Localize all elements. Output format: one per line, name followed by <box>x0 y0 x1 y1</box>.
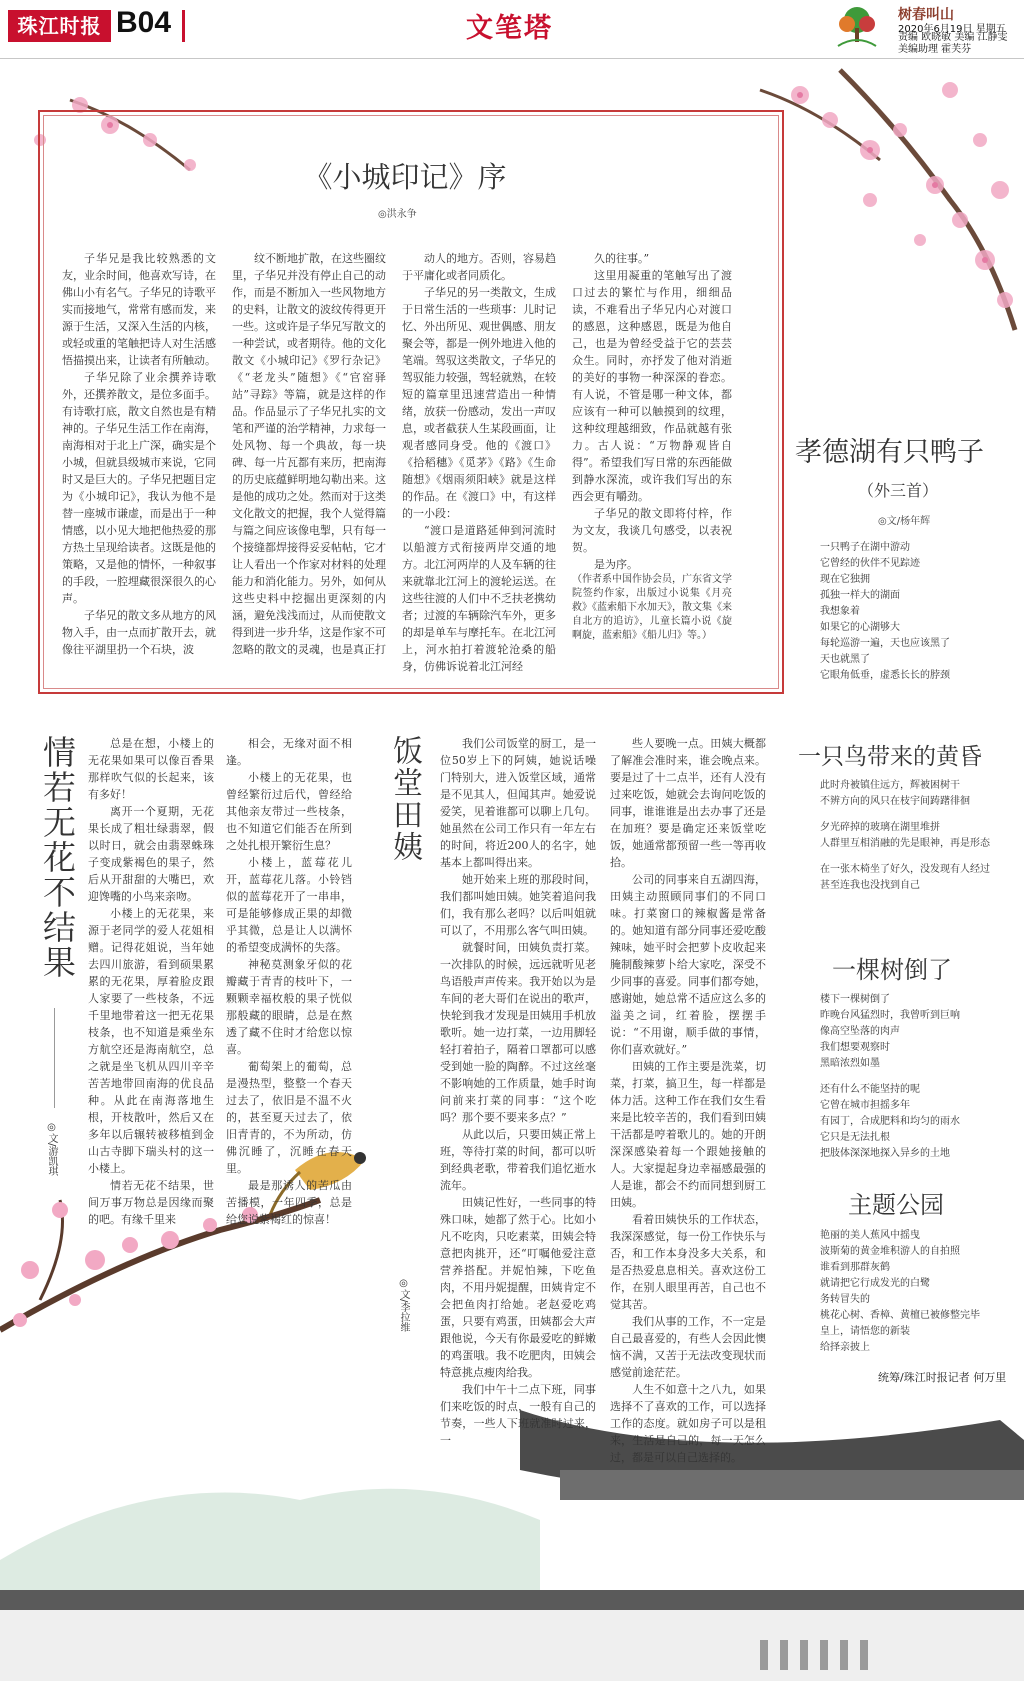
paragraph: 最是那诱人的苦瓜由苦播模，一年四季，总是给您说紫褐红的惊喜！ <box>226 1179 352 1226</box>
article-column <box>226 735 352 1226</box>
paragraph: 看着田姨快乐的工作状态，我深深感觉，每一份工作快乐与否，和工作本身没多大关系，和是否热爱息息相关。喜欢这份工作，在别人眼里再苦，自己也不觉其苦。 <box>610 1213 766 1311</box>
paragraph: 子华兄的散文多从地方的风物入手，由一点而扩散开去，就像往平湖里扔一个石块，波 <box>62 609 216 656</box>
paragraph: 动人的地方。否则，容易趋于平庸化或者同质化。 <box>402 252 556 282</box>
poem-line: 波斯菊的黄金堆积游人的自拍照 <box>820 1246 960 1257</box>
paragraph: 我们中午十二点下班，同事们来吃饭的时点，一般有自己的节奏，一些人下班就准时过来，一 <box>440 1383 596 1447</box>
paragraph: “渡口是道路延伸到河流时以船渡方式衔接两岸交通的地方。北江河两岸的人及车辆的往来就靠北江河上的渡轮运送。在这些往渡的人们中不乏扶老携幼者；过渡的车辆除汽车外，更多的却是单车与摩托车。在北江河上，河水拍打着渡轮沧桑的船身，仿佛诉说着北江河经 <box>402 524 556 673</box>
article-column <box>610 735 766 1464</box>
article-byline: ◎文/游凯琪 <box>46 1122 57 1177</box>
poem-line: 它只是无法扎根 <box>820 1132 890 1143</box>
poem-line: 黑暗浓烈如墨 <box>820 1058 880 1069</box>
poem-line: 像高空坠落的肉声 <box>820 1026 900 1037</box>
paragraph: 相会，无缘对面不相逢。 <box>226 737 352 767</box>
poem-line: 孤独一样大的湖面 <box>820 590 900 601</box>
article-column <box>232 250 386 670</box>
paragraph: 离开一个夏期，无花果长成了粗壮绿翡翠，假以时日，就会由翡翠蛛珠子变成紫褐色的果子，然后从开甜甜的大嘴巴，欢迎馋嘴的小鸟来亲吻。 <box>88 805 214 903</box>
poem-line: 务转冒失的 <box>820 1294 870 1305</box>
poem-title: 一棵树倒了 <box>832 956 952 984</box>
paragraph: 田姨记性好，一些同事的特殊口味，她都了然于心。比如小凡不吃肉，只吃素菜，田姨会特意把肉挑开，还“叮嘱他爱注意营养搭配。并妮怕辣，下吃鱼肉，不用丹妮提醒，田姨肯定不会把鱼肉打给她。老赵爱吃鸡蛋，只要有鸡蛋，田姨都会大声跟他说，今天有你最爱吃的鲜嫩的鸡蛋哦。我不吃肥肉，田姨会特意挑点瘦肉给我。 <box>440 1196 596 1379</box>
paragraph: 子华兄除了业余撰养诗歌外，还撰养散文，是位多面手。有诗歌打底，散文自然也是有精神的。子华兄生活工作在南海，南海相对于北上广深，确实是个小城，但就县级城市来说，它同时又是巨大的。子华兄把题目定为《小城印记》，我认为他不是替一座城市谦虚，而是出于一种情感，以小见大地把他热爱的那方热土呈现给读者。这既是他的策略，又是他的情怀，一种叙事的手段，一腔埋藏很深很久的心声。 <box>62 371 216 605</box>
stanza-break <box>820 1072 960 1082</box>
poem-subtitle: （外三首） <box>858 481 939 500</box>
title-rule <box>54 1008 55 1108</box>
poem-line: 夕光碎掉的玻璃在湖里堆拼 <box>820 822 940 833</box>
poem-line: 不辨方向的风只在枝宇间踌躇徘徊 <box>820 796 970 807</box>
poem-line: 把肢体深深地探入异乡的土地 <box>820 1148 950 1159</box>
poem-line: 一只鸭子在湖中游动 <box>820 542 910 553</box>
supplement-brand: 树春叫山 <box>898 7 954 23</box>
poem-body <box>820 540 950 684</box>
poem-line: 桃花心树、香樟、黄檀已被修整完毕 <box>820 1310 980 1321</box>
paragraph: 葡萄架上的葡萄，总是漫热型，整整一个春天过去了，依旧是不温不火的，甚至夏天过去了，依旧青青的，不为所动，仿佛沉睡了，沉睡在春天里。 <box>226 1060 352 1175</box>
paragraph: 人生不如意十之八九，如果选择不了喜欢的工作，可以选择工作的态度。就如房子可以是租来，生活是自己的，每一天怎么过，都是可以自己选择的。 <box>610 1383 766 1464</box>
poem-line: 现在它独拥 <box>820 574 870 585</box>
poem-line: 还有什么不能坚持的呢 <box>820 1084 920 1095</box>
poem-title: 孝德湖有只鸭子 <box>795 437 984 468</box>
poem-line: 它眼角低垂，虚悉长长的脖颈 <box>820 670 950 681</box>
poem-line: 天也就黑了 <box>820 654 870 665</box>
paragraph: 公司的同事来自五湖四海，田姨主动照顾同事们的不同口味。打菜窗口的辣椒酱是常备的。她知道有部分同事还爱吃酸辣味，她平时会把萝卜皮收起来腌制酸辣萝卜给大家吃，深受不少同事的喜爱。同事们都夸她，感谢她，她总常不适应这么多的溢美之词，红着脸，摆摆手说：“不用谢，顺手做的事情，你们喜欢就好。” <box>610 873 766 1056</box>
poem-line: 我们想要观察时 <box>820 1042 890 1053</box>
poem-title: 一只鸟带来的黄昏 <box>798 744 982 770</box>
author-note: （作者系中国作协会员，广东省文学院签约作家，出版过小说集《月亮救》《蓝索船下水加天》，散文集《来自北方的追访》，儿童长篇小说《旋啊旋，蓝索船》《船儿归》等。） <box>572 574 732 641</box>
paragraph: 子华兄是我比较熟悉的文友，业余时间，他喜欢写诗，在佛山小有名气。子华兄的诗歌平实而接地气，常常有感而发，来源于生活，又深入生活的内核，或轻或重的笔触把诗人对生活感悟描摸出来，让读者有所触动。 <box>62 252 216 367</box>
paragraph: 情若无花不结果，世间万事万物总是因缘而聚的吧。有缘千里来 <box>88 1179 214 1226</box>
paragraph: 久的往事。” <box>594 252 650 265</box>
paragraph: 神秘莫测象牙似的花瓣藏于青青的枝叶下，一颗颗幸福枚般的果子恍似那般藏的眼睛，总是在熬透了藏不住时才给您以惊喜。 <box>226 958 352 1056</box>
poem-byline: ◎文/杨年辉 <box>878 516 931 527</box>
paragraph: 些人要晚一点。田姨大概都了解准会准时来，谁会晚点来。要是过了十二点半，还有人没有过来吃饭，她就会去询问吃饭的同事，谁谁谁是出去办事了还是在加班？要是确定还来饭堂吃饭，她通常都预留一些一等再收拾。 <box>610 737 766 869</box>
poem-line: 甚至连我也没找到自己 <box>820 880 920 891</box>
poem-line: 昨晚台风猛烈时，我曾听到巨响 <box>820 1010 960 1021</box>
poem-line: 如果它的心湖够大 <box>820 622 900 633</box>
poem-line: 给择亲披上 <box>820 1342 870 1353</box>
poem-line: 有园丁，合成肥料和均匀的雨水 <box>820 1116 960 1127</box>
poem-line: 艳丽的美人蕉风中摇曳 <box>820 1230 920 1241</box>
paragraph: 我们公司饭堂的厨工，是一位50岁上下的阿姨，她说话噪门特别大，进入饭堂区域，通常是不见其人，但闻其声。她爱说爱笑，见着谁都可以聊上几句。她虽然在公司工作只有一年左右的时间，将近200人的名字，她基本上都叫得出来。 <box>440 737 596 869</box>
issue-date: 2020年6月19日 星期五 <box>898 24 1006 35</box>
paragraph: 子华兄的另一类散文，生成于日常生活的一些琐事：儿时记忆、外出所见、观世偶感、朋友聚会等，都是一例外地进入他的笔端。驾驭这类散文，子华兄的驾驭能力较强，驾轻就熟，在较短的篇章里迅速营造出一种情绪，放获一份感动，发出一声叹息，或者截获人生某段画面，让观者感同身受。他的《渡口》《拾稻穗》《觅茅》《路》《生命随想》《烟雨须阳峡》就是这样的作品。在《渡口》中，有这样的一小段： <box>402 286 556 520</box>
paragraph: 我们从事的工作，不一定是自己最喜爱的，有些人会因此懊恼不满，又苦于无法改变现状而感觉前途茫茫。 <box>610 1315 766 1379</box>
editor-line: 责编 欧晓敏 美编 江静雯 <box>898 32 1008 43</box>
stanza-break <box>820 852 990 862</box>
paragraph: 小楼上的无花果，来源于老同学的爱人花姐相赠。记得花姐说，当年她去四川旅游，看到硕果累累的无花果，厚着脸皮跟人家要了一些枝条，不远千里地带着这一把无花果枝条，也不知道是乘坐东方航空还是海南航空，总之就是坐飞机从四川辛辛苦苦地带回南海的优良品种。从此在南海落地生根，开枝散叶，然后又在多年以后辗转被移植到金山古寺脚下瑞头村的这一小楼上。 <box>88 907 214 1175</box>
paragraph: 子华兄的散文即将付梓，作为文友，我谈几句感受，以表祝贺。 <box>572 507 732 554</box>
poem-body <box>820 778 990 894</box>
poem-line: 谁看到那群灰鹤 <box>820 1262 890 1273</box>
newspaper-logo: 珠江时报 <box>8 10 111 42</box>
poem-line: 我想象着 <box>820 606 860 617</box>
article-column <box>62 250 216 670</box>
poem-line: 此时舟被镇住远方，辉被困树干 <box>820 780 960 791</box>
section-title: 文笔塔 <box>466 13 553 44</box>
poem-line: 人群里互相消融的先是眼神，再是形态 <box>820 838 990 849</box>
poem-line: 就请把它行成发光的白鹭 <box>820 1278 930 1289</box>
article-column <box>402 250 556 673</box>
paragraph: 从此以后，只要田姨正常上班，等待打菜的时间，都可以听到经典老歌，带着我们追忆逝水流年。 <box>440 1128 596 1192</box>
credit-line: 统筹/珠江时报记者 何万里 <box>878 1371 1007 1384</box>
article-title: 情若无花不结果 <box>38 735 77 980</box>
poem-body <box>820 1228 980 1356</box>
article-title: 饭堂田姨 <box>387 735 422 863</box>
article-column <box>440 735 596 1447</box>
poem-line: 它曾在城市担摇多年 <box>820 1100 910 1111</box>
paragraph: 就餐时间，田姨负责打菜。一次排队的时候，远远就听见老鸟语般声声传来。我开始以为是车间的老大哥们在说出的歌声，快轮到我才发现是田姨用手机放歌听。她一边打菜，一边用脚轻轻打着拍子，隔着口罩都可以感受到她一脸的陶醉。不过这丝毫不影响她的工作质量，她手时询问前来打菜的同事：“这个吃吗？那个要不要来多点？” <box>440 941 596 1124</box>
paragraph: 田姨的工作主要是洗菜，切菜，打菜，搞卫生，每一样都是体力活。这种工作在我们女生看来是比较辛苦的，我们看到田姨干活都是哼着歌儿的。她的开朗深深感染着每一个跟她接触的人。大家提起身边幸福感最强的人是谁，都会不约而同想到厨工田姨。 <box>610 1060 766 1209</box>
paragraph: 小楼上，蓝莓花儿开，蓝莓花儿落。小铃铛似的蓝莓花开了一串串，可是能够修成正果的却微乎其微，总是让人以满怀的希望变成满怀的失落。 <box>226 856 352 954</box>
paragraph: 小楼上的无花果，也曾经繁衍过后代，曾经给其他亲友带过一些枝条，也不知道它们能否在所到之处扎根开繁衍生息？ <box>226 771 352 852</box>
poem-line: 它曾经的伙伴不见踪迹 <box>820 558 920 569</box>
poem-line: 楼下一棵树倒了 <box>820 994 890 1005</box>
article-byline: ◎洪永争 <box>378 209 417 220</box>
poem-line: 在一张木椅坐了好久，没发现有人经过 <box>820 864 990 875</box>
paragraph: 她开始来上班的那段时间，我们都叫她田姨。她笑着追问我们，我有那么老吗？以后叫姐就可以了，不用那么客气叫田姨。 <box>440 873 596 937</box>
article-column <box>88 735 214 1226</box>
paragraph: 这里用凝重的笔触写出了渡口过去的繁忙与作用，细细品读，不难看出子华兄内心对渡口的感恩，这种感恩，既是为他自己，也是为曾经受益于它的芸芸众生。同时，亦抒发了他对消逝的美好的事物一种深深的眷恋。有人说，不管是哪一种文体，都应该有一种可以触摸到的纹理，这种纹理越细致，作品就越有张力。古人说：“万物静观皆自得”。希望我们写日常的东西能做到静水深流，或许我们写出的东西会更有嚼劲。 <box>572 269 732 503</box>
article-byline: ◎文/李拉维 <box>398 1278 409 1333</box>
article-column <box>572 250 732 670</box>
paragraph: 是为序。 <box>594 558 638 571</box>
paragraph: 总是在想，小楼上的无花果如果可以像百香果那样吹气似的长起来，该有多好！ <box>88 737 214 801</box>
article-title: 《小城印记》序 <box>303 160 507 194</box>
page-number: B04 <box>116 6 172 39</box>
stanza-break <box>820 810 990 820</box>
poem-line: 每轮巡游一遍，天也应该黑了 <box>820 638 950 649</box>
poem-body <box>820 992 960 1162</box>
poem-line: 皇上，请悟您的新装 <box>820 1326 910 1337</box>
paragraph: 纹不断地扩散，在这些圈纹里，子华兄并没有停止自己的动作，而是不断加入一些风物地方的史料，让散文的波纹传得更开一些。这或许是子华兄写散文的一种尝试，或者期待。他的文化散文《小城印记》《罗行杂记》《“老龙头”随想》《“官窑驿站”寻踪》等篇，就是这样的作品。作品显示了子华兄扎实的文笔和严谨的治学精神，力求每一处风物、每一个典故，每一块碑、每一片瓦都有来历，把南海的历史底蕴鲜明地勾勒出来。这是他的成功之处。然而对于这类文化散文的把握，我个人觉得篇与篇之间应该像电掣，只有每一个接缝都焊接得妥妥帖帖，它才让人看出一个作家对材料的处理能力和消化能力。另外，如何从这些史料中挖掘出更深刻的内涵，避免浅浅而过，从而使散文得到进一步升华，这是作家不可忽略的散文的灵魂，也是真正打 <box>232 252 386 656</box>
editor-line: 美编助理 霍芙芬 <box>898 44 972 55</box>
poem-title: 主题公园 <box>848 1191 944 1219</box>
